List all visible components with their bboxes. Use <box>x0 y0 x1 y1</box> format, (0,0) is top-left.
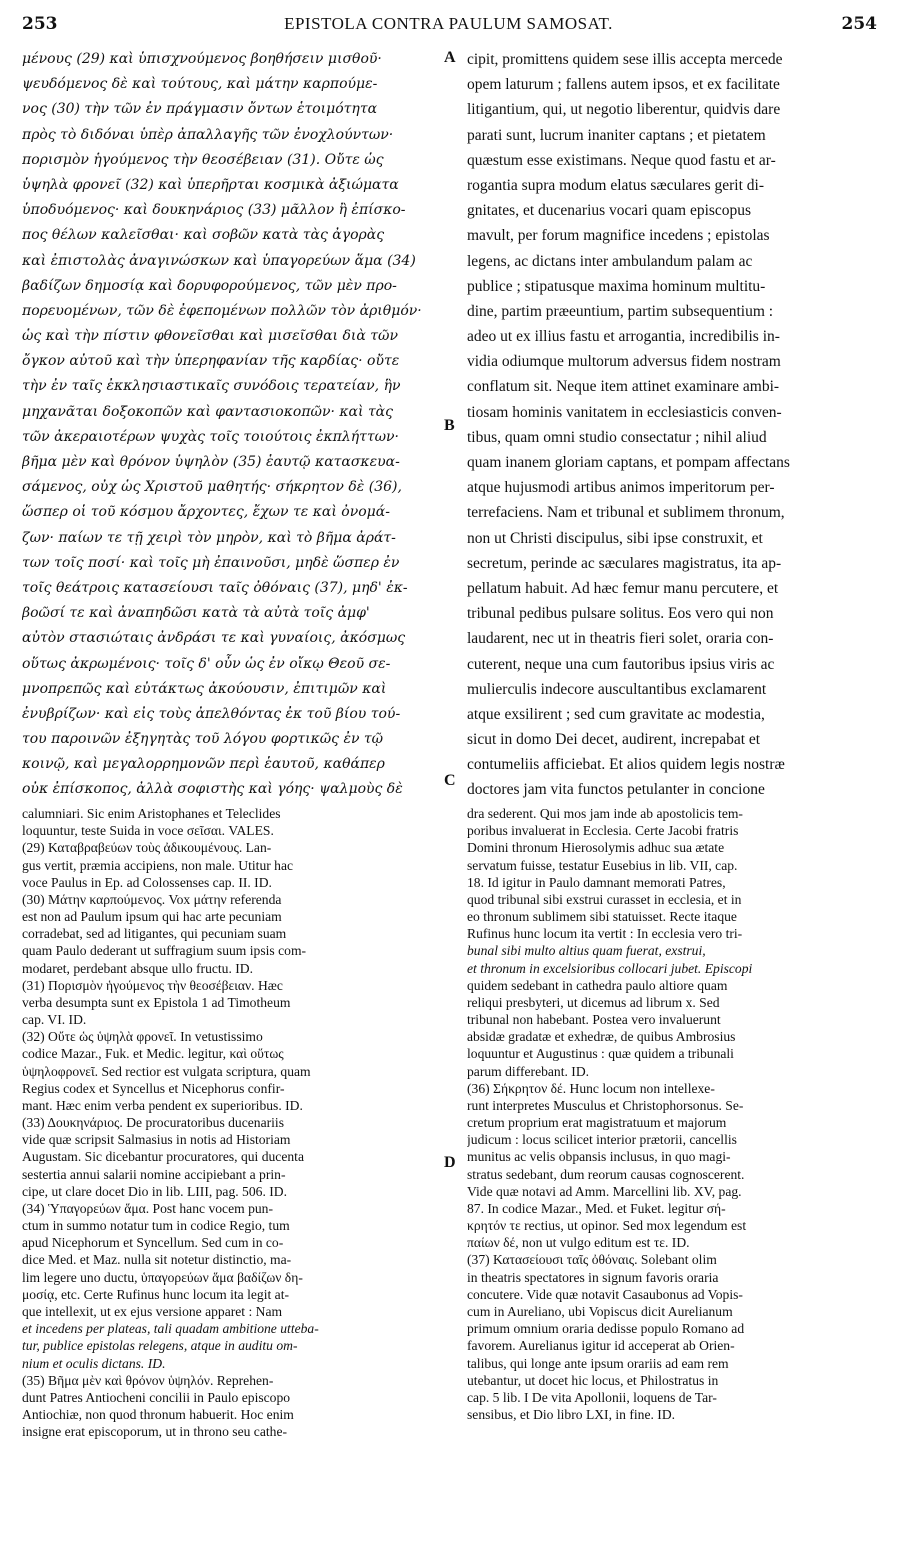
greek-text-line: του παροινῶν ἐξηγητὰς τοῦ λόγου φορτικῶς ἐν τῷ <box>22 731 384 748</box>
margin-letter-a: A <box>444 49 456 66</box>
footnote-line: Augustam. Sic dicebantur procuratores, qui ducenta <box>22 1149 304 1165</box>
margin-letter-d: D <box>444 1154 456 1171</box>
latin-text-line: non ut Christi discipulus, sibi ipse construxit, et <box>467 529 763 547</box>
greek-text-line: τοῖς θεάτροις κατασείουσι ταῖς ὀθόναις (37), μηδ' ἐκ- <box>22 579 408 596</box>
footnote-line: parum differebant. ID. <box>467 1063 590 1079</box>
greek-text-line: βοῶσί τε καὶ ἀναπηδῶσι κατὰ τὰ αὐτὰ τοῖς ἀμφ' <box>22 605 370 622</box>
greek-text-line: ὑψηλὰ φρονεῖ (32) καὶ ὑπερῆρται κοσμικὰ ἀξιώματα <box>22 176 399 193</box>
latin-text-line: sicut in domo Dei decet, audirent, increpabat et <box>467 731 761 749</box>
greek-text-line: κοινῷ, καὶ μεγαλορρημονῶν περὶ ἑαυτοῦ, καθάπερ <box>22 756 385 773</box>
footnote-line: dice Med. et Maz. nulla sit notetur distinctio, ma- <box>22 1252 292 1268</box>
latin-text-line: atque hujusmodi artibus animos imperitorum per- <box>467 479 775 497</box>
greek-text-line: οὕτως ἀκρωμένοις· τοῖς δ' οὖν ὡς ἐν οἴκῳ Θεοῦ σε- <box>22 655 391 672</box>
greek-text-column <box>22 47 442 803</box>
latin-text-line: quæstum esse existimans. Neque quod fastu et ar- <box>467 151 776 169</box>
footnote-line: Vide quæ notavi ad Amm. Marcellini lib. XV, pag. <box>467 1183 742 1199</box>
footnote-line: loquuntur, teste Suida in voce σεῖσαι. VALES. <box>22 823 274 839</box>
latin-text-line: rogantia supra modum elatus sæculares gerit di- <box>467 176 765 194</box>
footnote-line: (37) Κατασείουσι ταῖς ὀθόναις. Solebant olim <box>467 1252 717 1268</box>
footnote-line: apud Nicephorum et Syncellum. Sed cum in co- <box>22 1235 284 1251</box>
greek-text-line: μένους (29) καὶ ὑπισχνούμενος βοηθήσειν μισθοῦ· <box>22 51 382 67</box>
greek-text-line: πορευομένων, τῶν δὲ ἐφεπομένων πολλῶν τὸν ἀριθμόν· <box>22 302 422 319</box>
latin-text-line: secretum, perinde ac sæculares magistratus, ita ap- <box>467 554 782 572</box>
footnote-line: et thronum in excelsioribus collocari jubet. Episcopi <box>467 960 753 976</box>
footnote-line: munitus ac velis obpansis inclusus, in quo magi- <box>467 1149 731 1165</box>
footnote-line: (30) Μάτην καρπούμενος. Vox μάτην referenda <box>22 891 282 907</box>
latin-text-line: publice ; stipatusque maxima hominum multitu- <box>467 277 766 295</box>
greek-text-line: ὥσπερ οἱ τοῦ κόσμου ἄρχοντες, ἔχων τε καὶ ὀνομά- <box>22 504 390 521</box>
latin-text-line: laudarent, nec ut in theatris fieri solet, oraria con- <box>467 630 774 648</box>
latin-text-line: cipit, promittens quidem sese illis accepta mercede <box>467 51 783 68</box>
footnote-line: insigne erat episcoporum, ut in throno seu cathe- <box>22 1424 288 1440</box>
page-number-left: 253 <box>22 14 58 34</box>
greek-text-line: των τοῖς ποσί· καὶ τοῖς μὴ ἐπαινοῦσι, μηδὲ ὥσπερ ἐν <box>22 554 400 571</box>
footnote-line: (32) Οὔτε ὡς ὑψηλὰ φρονεῖ. In vetustissimo <box>22 1029 263 1045</box>
latin-text-line: cuterent, neque una cum fautoribus ipsius viris ac <box>467 655 775 673</box>
greek-text-line: αὐτὸν στασιώταις ἀνδράσι τε καὶ γυναίοις, ἀκόσμως <box>22 630 406 647</box>
footnote-line: Domini thronum Hierosolymis adhuc sua ætate <box>467 840 725 856</box>
footnote-line: concutere. Vide quæ notavit Casaubonus ad Vopis- <box>467 1286 743 1302</box>
margin-letter-c: C <box>444 772 456 789</box>
greek-text-line: βαδίζων δημοσίᾳ καὶ δορυφορούμενος, τῶν μὲν προ- <box>22 277 397 294</box>
latin-text-line: pellatum habuit. Ad hæc femur manu percutere, et <box>467 579 779 597</box>
latin-text-line: adeo ut ex illius fastu et arrogantia, incredibilis in- <box>467 328 780 346</box>
footnote-line: sensibus, et Dio libro LXI, in fine. ID. <box>467 1407 676 1423</box>
footnote-line: vide quæ scripsit Salmasius in notis ad Historiam <box>22 1132 291 1148</box>
footnote-line: sestertia annui salarii nomine accipiebant a prin- <box>22 1166 286 1182</box>
footnote-line: stratus sedebant, dum reorum causas cognoscerent. <box>467 1166 745 1182</box>
footnote-line: judicum : locus scilicet interior prætorii, cancellis <box>467 1132 737 1148</box>
footnote-line: codice Mazar., Fuk. et Medic. legitur, καὶ οὕτως <box>22 1046 284 1062</box>
footnote-line: reliqui presbyteri, ut dicemus ad librum x. Sed <box>467 994 720 1010</box>
footnote-line: quod tribunal sibi exstrui curasset in ecclesia, et in <box>467 891 742 907</box>
footnote-line: lim legere uno ductu, ὑπαγορεύων ἅμα βαδίζων δη- <box>22 1269 303 1285</box>
footnote-line: Antiochiæ, non quod thronum habuerit. Hoc enim <box>22 1407 294 1423</box>
latin-text-line: quam inanem gloriam captans, et pompam affectans <box>467 454 790 471</box>
latin-translation-column <box>467 47 879 803</box>
footnotes-left-column <box>22 805 442 1440</box>
footnote-line: servatum fuisse, testatur Eusebius in lib. VII, cap. <box>467 857 738 873</box>
greek-text-line: ἐνυβρίζων· καὶ εἰς τοὺς ἀπελθόντας ἐκ τοῦ βίου τού- <box>22 705 401 722</box>
footnote-line: loquuntur et Augustinus : quæ quidem a tribunali <box>467 1046 734 1062</box>
footnote-line: nium et oculis dictans. ID. <box>22 1355 166 1371</box>
footnote-line: (29) Καταβραβεύων τοὺς ἀδικουμένους. Lan- <box>22 840 272 856</box>
footnote-line: tur, publice epistolas relegens, atque in auditu om- <box>22 1338 298 1354</box>
page-number-right: 254 <box>841 14 877 34</box>
footnote-line: in theatris spectatores in signum favoris oraria <box>467 1269 719 1285</box>
footnote-line: talibus, qui longe ante ipsum orariis ad eam rem <box>467 1355 729 1371</box>
footnote-line: ctum in summo notatur tum in codice Regio, tum <box>22 1218 290 1234</box>
footnote-line: 87. In codice Mazar., Med. et Fuket. legitur σή- <box>467 1200 726 1216</box>
greek-text-line: νος (30) τὴν τῶν ἐν πράγμασιν ὄντων ἑτοιμότητα <box>22 101 378 118</box>
footnote-line: dra sederent. Qui mos jam inde ab apostolicis tem- <box>467 806 743 821</box>
footnote-line: κρητόν τε rectius, ut opinor. Sed mox legendum est <box>467 1218 747 1234</box>
latin-text-line: conflatum sit. Neque item attinet examinare ambi- <box>467 378 780 396</box>
footnote-line: (35) Βῆμα μὲν καὶ θρόνον ὑψηλόν. Reprehen- <box>22 1372 274 1388</box>
footnote-line: (34) Ὑπαγορεύων ἅμα. Post hanc vocem pun- <box>22 1200 273 1216</box>
latin-text-line: tiosam hominis vanitatem in ecclesiasticis conven- <box>467 403 782 421</box>
latin-text-line: mulierculis indecore auscultantibus exclamarent <box>467 680 767 698</box>
greek-text-line: ψευδόμενος δὲ καὶ τούτους, καὶ μάτην καρπούμε- <box>22 76 378 93</box>
latin-text-line: doctores jam vita functos petulanter in concione <box>467 781 765 799</box>
greek-text-line: ζων· παίων τε τῇ χειρὶ τὸν μηρὸν, καὶ τὸ βῆμα ἀράτ- <box>22 529 396 546</box>
latin-text-line: gnitates, et ducenarius vocari quam episcopus <box>467 202 752 220</box>
footnote-line: ὑψηλοφρονεῖ. Sed rectior est vulgata scriptura, quam <box>22 1063 311 1079</box>
greek-text-line: πρὸς τὸ διδόναι ὑπὲρ ἀπαλλαγῆς τῶν ἐνοχλούντων· <box>22 126 394 143</box>
greek-text-line: οὐκ ἐπίσκοπος, ἀλλὰ σοφιστὴς καὶ γόης· ψαλμοὺς δὲ <box>22 781 403 798</box>
greek-text-line: ὑποδυόμενος· καὶ δουκηνάριος (33) μᾶλλον ἢ ἐπίσκο- <box>22 202 406 219</box>
latin-text-line: vidia odiumque multorum adversus fidem nostram <box>467 353 781 371</box>
footnote-line: cap. 5 lib. I De vita Apollonii, loquens de Tar- <box>467 1389 717 1405</box>
latin-text-line: litigantium, qui, ut negotio liberentur, quidvis dare <box>467 101 781 119</box>
footnote-line: Rufinus hunc locum ita vertit : In ecclesia vero tri- <box>467 926 743 942</box>
footnote-line: voce Paulus in Ep. ad Colossenses cap. II. ID. <box>22 874 272 890</box>
greek-text-line: τὴν ἐν ταῖς ἐκκλησιαστικαῖς συνόδοις τερατείαν, ἣν <box>22 378 401 395</box>
greek-text-line: ὄγκον αὐτοῦ καὶ τὴν ὑπερηφανίαν τῆς καρδίας· οὔτε <box>22 353 400 370</box>
latin-text-line: tribunal pedibus pulsare solitus. Eos vero qui non <box>467 605 774 623</box>
footnote-line: corradebat, sed ad litigantes, qui pecuniam suam <box>22 926 287 942</box>
footnote-line: παίων δέ, non ut vulgo editum est τε. ID. <box>467 1235 690 1251</box>
footnote-line: que intellexit, ut ex ejus versione apparet : Nam <box>22 1303 283 1319</box>
running-title: EPISTOLA CONTRA PAULUM SAMOSAT. <box>284 14 613 33</box>
footnote-line: bunal sibi multo altius quam fuerat, exstrui, <box>467 943 706 959</box>
latin-text-line: opem laturum ; fallens autem ipsos, et ex facilitate <box>467 76 780 94</box>
footnote-line: calumniari. Sic enim Aristophanes et Teleclides <box>22 806 281 821</box>
footnote-line: primum omnium oraria dedisse populo Romano ad <box>467 1321 745 1337</box>
footnote-line: quidem sedebant in cathedra paulo altiore quam <box>467 977 728 993</box>
greek-text-line: πος θέλων καλεῖσθαι· καὶ σοβῶν κατὰ τὰς ἀγορὰς <box>22 227 385 244</box>
footnote-line: cretum proprium erat magistratuum et majorum <box>467 1115 727 1131</box>
footnote-line: utebantur, ut docet hic locus, et Philostratus in <box>467 1372 719 1388</box>
footnote-line: et incedens per plateas, tali quadam ambitione utteba- <box>22 1321 319 1337</box>
latin-text-line: dine, partim præeuntium, partim subsequentium : <box>467 302 774 320</box>
footnote-line: poribus invaluerat in Ecclesia. Certe Jacobi fratris <box>467 823 739 839</box>
latin-text-line: terrefaciens. Nam et tribunal et sublimem thronum, <box>467 504 785 522</box>
footnote-line: est non ad Paulum ipsum qui hac arte pecuniam <box>22 909 282 925</box>
greek-text-line: σάμενος, οὐχ ὡς Χριστοῦ μαθητής· σήκρητον δὲ (36), <box>22 479 402 496</box>
latin-text-line: tibus, quam omni studio consectatur ; nihil aliud <box>467 428 767 446</box>
footnote-line: 18. Id igitur in Paulo damnant memorati Patres, <box>467 874 726 890</box>
page-header <box>0 14 897 38</box>
footnotes-right-column <box>467 805 879 1423</box>
greek-text-line: τῶν ἀκεραιοτέρων ψυχὰς τοῖς τοιούτοις ἐκπλήττων· <box>22 428 399 445</box>
footnote-line: gus vertit, præmia accipiens, non male. Utitur hac <box>22 857 294 873</box>
footnote-line: cipe, ut clare docet Dio in lib. LIII, pag. 506. ID. <box>22 1183 287 1199</box>
greek-text-line: πορισμὸν ἡγούμενος τὴν θεοσέβειαν (31). Οὔτε ὡς <box>22 151 384 168</box>
latin-text-line: legens, ac dictans inter ambulandum palam ac <box>467 252 753 270</box>
latin-text-line: atque exsilirent ; sed cum gravitate ac modestia, <box>467 705 765 723</box>
footnote-line: dunt Patres Antiocheni concilii in Paulo episcopo <box>22 1389 291 1405</box>
latin-text-line: parati sunt, lucrum inaniter captans ; et pietatem <box>467 126 766 144</box>
greek-text-line: βῆμα μὲν καὶ θρόνον ὑψηλὸν (35) ἑαυτῷ κατασκευα- <box>22 454 400 470</box>
footnote-line: mant. Hæc enim verba pendent ex superioribus. ID. <box>22 1097 303 1113</box>
footnote-line: eo thronum sublimem sibi statuisset. Recte itaque <box>467 909 737 925</box>
footnote-line: verba desumpta sunt ex Epistola 1 ad Timotheum <box>22 994 291 1010</box>
footnote-line: favorem. Aurelianus igitur id acceperat ab Orien- <box>467 1338 735 1354</box>
footnote-line: Regius codex et Syncellus et Nicephorus confir- <box>22 1080 285 1096</box>
footnote-line: μοσίᾳ, etc. Certe Rufinus hunc locum ita legit at- <box>22 1286 289 1302</box>
latin-text-line: mavult, per forum magnifice incedens ; epistolas <box>467 227 770 245</box>
footnote-line: (36) Σήκρητον δέ. Hunc locum non intellexe- <box>467 1080 715 1096</box>
footnote-line: cum in Aureliano, ubi Vopiscus dicit Aurelianum <box>467 1303 733 1319</box>
greek-text-line: καὶ ἐπιστολὰς ἀναγινώσκων καὶ ὑπαγορεύων ἅμα (34) <box>22 252 416 269</box>
greek-text-line: ὡς καὶ τὴν πίστιν φθονεῖσθαι καὶ μισεῖσθαι διὰ τῶν <box>22 328 398 345</box>
greek-text-line: μνοπρεπῶς καὶ εὐτάκτως ἀκούουσιν, ἐπιτιμῶν καὶ <box>22 680 387 697</box>
greek-text-line: μηχανᾶται δοξοκοπῶν καὶ φαντασιοκοπῶν· καὶ τὰς <box>22 403 393 420</box>
footnote-line: (31) Πορισμὸν ἡγούμενος τὴν θεοσέβειαν. Hæc <box>22 977 283 993</box>
footnote-line: quam Paulo dederant ut suffragium suum ipsis com- <box>22 943 307 959</box>
footnote-line: cap. VI. ID. <box>22 1012 87 1028</box>
footnote-line: absidæ gradatæ et exhedræ, de quibus Ambrosius <box>467 1029 736 1045</box>
footnote-line: (33) Δουκηνάριος. De procuratoribus ducenariis <box>22 1115 284 1131</box>
footnote-line: tribunal non habebant. Postea vero invaluerunt <box>467 1012 721 1028</box>
footnote-line: runt interpretes Musculus et Christophorsonus. Se- <box>467 1097 744 1113</box>
footnote-line: modaret, perdebant absque ullo fructu. ID. <box>22 960 254 976</box>
latin-text-line: contumeliis afficiebat. Et alios quidem legis nostræ <box>467 756 785 774</box>
margin-letter-b: B <box>444 417 455 434</box>
